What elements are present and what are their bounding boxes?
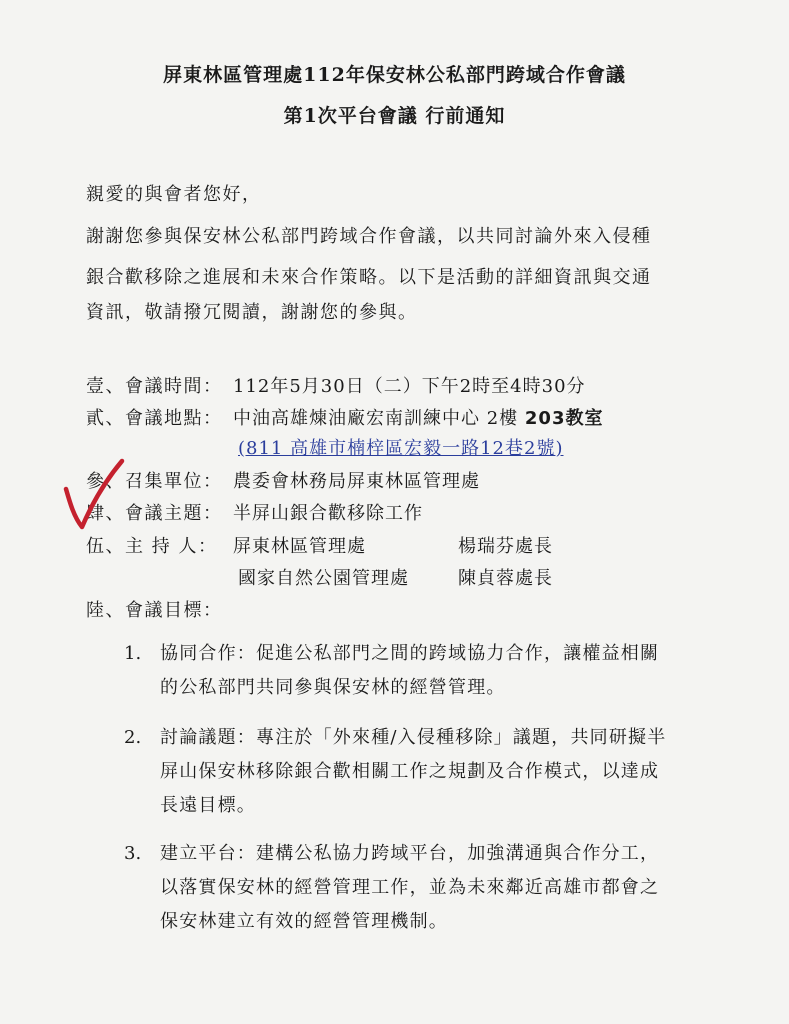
place-room: 203教室 xyxy=(524,408,604,429)
unit-label: 參、召集單位： xyxy=(86,471,223,492)
goal-number: 1. xyxy=(124,643,142,664)
host1-name: 楊瑞芬處長 xyxy=(458,536,553,557)
intro-line: 資訊，敬請撥冗閱讀，謝謝您的參與。 xyxy=(86,302,418,323)
time-label: 壹、會議時間： xyxy=(86,376,223,397)
goal-line: 建立平台：建構公私協力跨域平台，加強溝通與合作分工， xyxy=(160,843,660,864)
document-subtitle: 第1次平台會議 行前通知 xyxy=(283,105,506,127)
goal-label: 陸、會議目標： xyxy=(86,600,223,621)
document-title: 屏東林區管理處112年保安林公私部門跨域合作會議 xyxy=(163,64,626,86)
host2-org: 國家自然公園管理處 xyxy=(238,568,409,589)
goal-line: 以落實保安林的經營管理工作，並為未來鄰近高雄市都會之 xyxy=(160,877,660,898)
place-value xyxy=(233,404,603,430)
address-line xyxy=(238,434,564,460)
host2-name: 陳貞蓉處長 xyxy=(458,568,553,589)
address-link[interactable]: 811 高雄市楠梓區宏毅一路12巷2號 xyxy=(246,438,556,459)
unit-value: 農委會林務局屏東林區管理處 xyxy=(233,471,480,492)
place-label: 貳、會議地點： xyxy=(86,408,223,429)
host-label: 伍、主 持 人： xyxy=(86,536,218,557)
host1-org: 屏東林區管理處 xyxy=(233,536,366,557)
place-venue: 中油高雄煉油廠宏南訓練中心 2樓 xyxy=(233,408,525,429)
address-close-paren: ) xyxy=(555,438,564,459)
goal-line: 協同合作：促進公私部門之間的跨域協力合作，讓權益相關 xyxy=(160,643,660,664)
goal-line: 長遠目標。 xyxy=(160,795,256,816)
address-open-paren: ( xyxy=(238,438,247,459)
goal-line: 的公私部門共同參與保安林的經營管理。 xyxy=(160,677,506,698)
goal-line: 保安林建立有效的經營管理機制。 xyxy=(160,911,448,932)
goal-number: 2. xyxy=(124,727,142,748)
goal-line: 屏山保安林移除銀合歡相關工作之規劃及合作模式，以達成 xyxy=(160,761,660,782)
goal-item xyxy=(160,637,750,705)
time-value: 112年5月30日（二）下午2時至4時30分 xyxy=(233,376,586,397)
intro-line: 謝謝您參與保安林公私部門跨域合作會議，以共同討論外來入侵種 xyxy=(86,226,652,247)
handwritten-checkmark-icon xyxy=(58,455,133,535)
goal-item xyxy=(160,837,750,939)
goal-number: 3. xyxy=(124,843,142,864)
topic-value: 半屏山銀合歡移除工作 xyxy=(233,503,423,524)
topic-label: 肆、會議主題： xyxy=(86,503,223,524)
goal-line: 討論議題：專注於「外來種/入侵種移除」議題，共同研擬半 xyxy=(160,727,667,748)
greeting: 親愛的與會者您好， xyxy=(86,184,262,205)
intro-line: 銀合歡移除之進展和未來合作策略。以下是活動的詳細資訊與交通 xyxy=(86,267,652,288)
goal-item xyxy=(160,721,750,823)
